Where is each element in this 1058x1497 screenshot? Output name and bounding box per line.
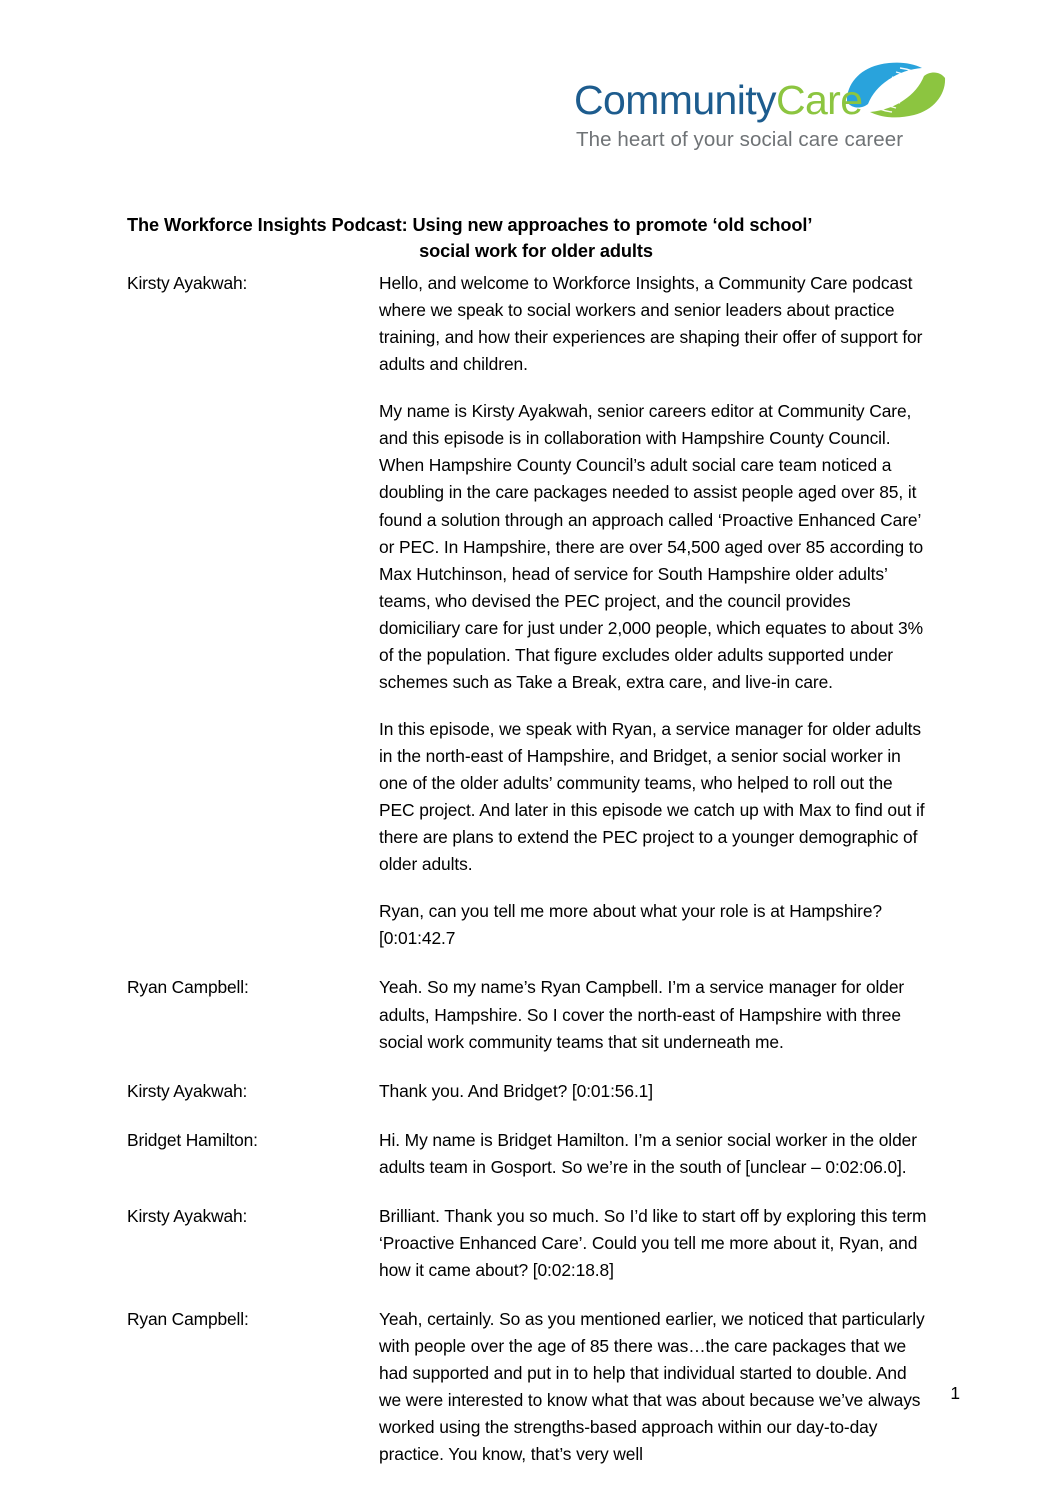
speech-text [379,1203,927,1284]
page-title-line-2: social work for older adults [419,241,653,262]
speech-text [379,974,927,1055]
page-number: 1 [950,1383,960,1403]
speech-paragraph: My name is Kirsty Ayakwah, senior careers editor at Community Care, and this episode is in collaboration with Hampshire County Council. When Hampshire County Council’s adult social care team noticed a doubling in the care packages needed to assist people aged over 85, it found a solution through an approach called ‘Proactive Enhanced Care’ or PEC. In Hampshire, there are over 54,500 aged over 85 according to Max Hutchinson, head of service for South Hampshire older adults’ teams, who devised the PEC project, and the council provides domiciliary care for just under 2,000 people, which equates to about 3% of the population. That figure excludes older adults supported under schemes such as Take a Break, extra care, and live-in care. [379,401,924,692]
transcript-body [127,270,927,1490]
speech-paragraph: Hi. My name is Bridget Hamilton. I’m a senior social worker in the older adults team in Gosport. So we’re in the south of [unclear – 0:02:06.0]. [379,1129,917,1177]
speaker-name: Kirsty Ayakwah: [127,273,248,293]
speech-paragraph: In this episode, we speak with Ryan, a service manager for older adults in the north-east of Hampshire, and Bridget, a senior social worker in one of the older adults’ community teams, who helped to roll out the PEC project. And later in this episode we catch up with Max to find out if there are plans to extend the PEC project to a younger demographic of older adults. [379,718,925,875]
logo-word-community: Community [574,77,776,123]
page-title [127,212,927,264]
transcript-turn [127,1078,927,1105]
speaker-name: Ryan Campbell: [127,977,249,998]
logo-word-care: Care [775,77,863,123]
speech-paragraph: Brilliant. Thank you so much. So I’d like to start off by exploring this term ‘Proactive Enhanced Care’. Could you tell me more about it, Ryan, and how it came about? [0:02:18.8] [379,1205,927,1280]
speech-paragraph: Ryan, can you tell me more about what your role is at Hampshire? [0:01:42.7 [379,901,882,949]
page-title-line-1: The Workforce Insights Podcast: Using new approaches to promote ‘old school’ [127,215,813,236]
speech-text [379,1127,927,1181]
transcript-turn [127,270,927,952]
speech-paragraph: Yeah, certainly. So as you mentioned earlier, we noticed that particularly with people over the age of 85 there was…the care packages that we had supported and put in to help that individual started to double. And we were interested to know what that was about because we’ve always worked using the strengths-based approach within our day-to-day practice. You know, that’s very well [379,1309,925,1465]
transcript-turn [127,1306,927,1468]
speech-paragraph: Hello, and welcome to Workforce Insights, a Community Care podcast where we speak to social workers and senior leaders about practice training, and how their experiences are shaping their offer of support for adults and children. [379,273,923,375]
logo-tagline: The heart of your social care career [576,128,904,151]
speaker-name: Bridget Hamilton: [127,1129,258,1150]
speech-paragraph: Thank you. And Bridget? [0:01:56.1] [379,1080,653,1101]
speech-text [379,1306,927,1468]
community-care-logo [570,58,930,163]
transcript-turn [127,974,927,1055]
speech-text [379,270,927,952]
speech-paragraph: Yeah. So my name’s Ryan Campbell. I’m a service manager for older adults, Hampshire. So I cover the north-east of Hampshire with three social work community teams that sit underneath me. [379,977,905,1052]
speaker-name: Kirsty Ayakwah: [127,1205,248,1226]
transcript-turn [127,1203,927,1284]
logo-wordmark [574,77,863,123]
speech-text [379,1078,927,1105]
speaker-name: Ryan Campbell: [127,1309,249,1329]
speaker-name: Kirsty Ayakwah: [127,1080,248,1101]
transcript-turn [127,1127,927,1181]
